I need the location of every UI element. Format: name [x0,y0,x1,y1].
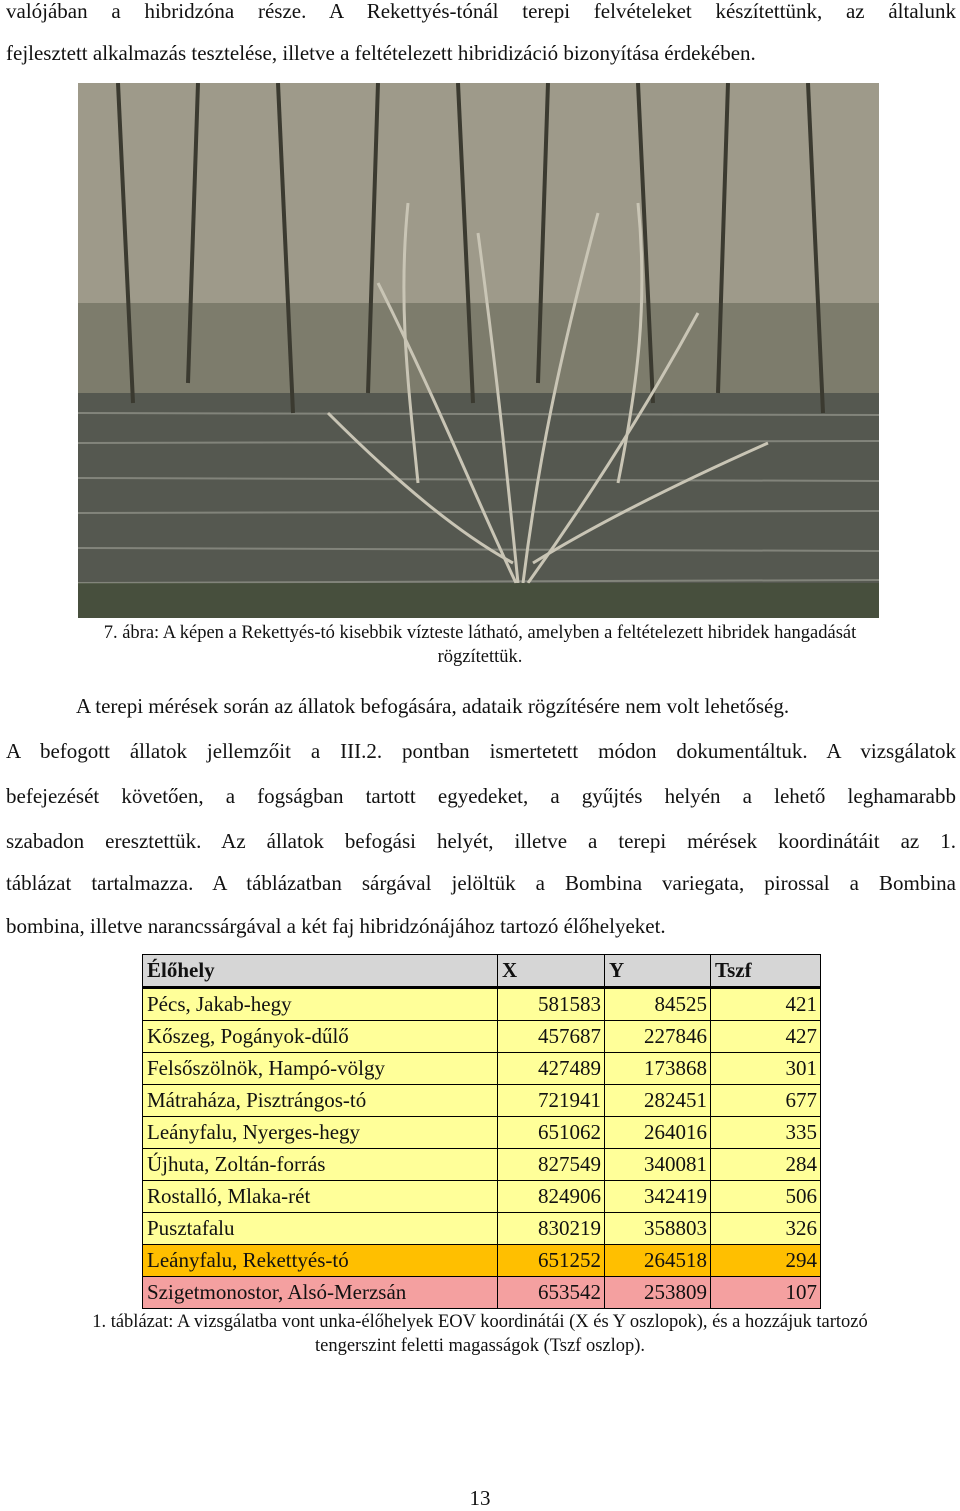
text-line: befejezését követően, a fogságban tartott egyedeket, a gyűjtés helyén a lehető leghamarabb [6,784,956,808]
pond-photo [78,83,879,618]
cell-x: 721941 [498,1085,605,1117]
cell-y: 264518 [605,1245,711,1277]
cell-x: 651062 [498,1117,605,1149]
cell-y: 358803 [605,1213,711,1245]
figure-caption-line: rögzítettük. [437,647,523,667]
column-header-habitat: Élőhely [143,955,498,988]
cell-site: Újhuta, Zoltán-forrás [143,1149,498,1181]
cell-x: 651252 [498,1245,605,1277]
cell-y: 264016 [605,1117,711,1149]
cell-y: 173868 [605,1053,711,1085]
table-header-row [143,955,821,988]
cell-y: 253809 [605,1277,711,1309]
cell-tszf: 301 [711,1053,821,1085]
cell-site: Pécs, Jakab-hegy [143,988,498,1021]
cell-tszf: 677 [711,1085,821,1117]
cell-tszf: 294 [711,1245,821,1277]
cell-site: Leányfalu, Rekettyés-tó [143,1245,498,1277]
cell-tszf: 284 [711,1149,821,1181]
text-line: szabadon eresztettük. Az állatok befogási helyét, illetve a terepi mérések koordinátáit az 1. [6,829,956,853]
cell-site: Kőszeg, Pogányok-dűlő [143,1021,498,1053]
table-row [143,1053,821,1085]
text-line: bombina, illetve narancssárgával a két faj hibridzónájához tartozó élőhelyeket. [6,914,666,938]
cell-tszf: 506 [711,1181,821,1213]
cell-x: 457687 [498,1021,605,1053]
text-line: valójában a hibridzóna része. A Rekettyés-tónál terepi felvételeket készítettünk, az általunk [6,0,956,23]
text-line: táblázat tartalmazza. A táblázatban sárgával jelöltük a Bombina variegata, pirossal a Bombina [6,871,956,895]
table-caption-line: 1. táblázat: A vizsgálatba vont unka-élőhelyek EOV koordinátái (X és Y oszlopok), és a hozzájuk tartozó [92,1312,868,1332]
cell-y: 227846 [605,1021,711,1053]
cell-site: Mátraháza, Pisztrángos-tó [143,1085,498,1117]
cell-x: 824906 [498,1181,605,1213]
cell-x: 427489 [498,1053,605,1085]
habitat-table [142,954,821,1309]
cell-site: Pusztafalu [143,1213,498,1245]
cell-tszf: 421 [711,988,821,1021]
cell-x: 653542 [498,1277,605,1309]
table-row [143,1277,821,1309]
table-row [143,1149,821,1181]
table-row [143,1245,821,1277]
cell-y: 342419 [605,1181,711,1213]
table-row [143,1213,821,1245]
column-header-y: Y [605,955,711,988]
text-line: A befogott állatok jellemzőit a III.2. pontban ismertetett módon dokumentáltuk. A vizsgálatok [6,739,956,763]
cell-x: 830219 [498,1213,605,1245]
table-row [143,1021,821,1053]
column-header-x: X [498,955,605,988]
figure-caption-line: 7. ábra: A képen a Rekettyés-tó kisebbik vízteste látható, amelyben a feltételezett hibridek hangadását [103,623,857,643]
page-number: 13 [469,1486,491,1510]
cell-tszf: 335 [711,1117,821,1149]
cell-y: 340081 [605,1149,711,1181]
text-line: A terepi mérések során az állatok befogására, adataik rögzítésére nem volt lehetőség. [76,694,790,718]
cell-y: 84525 [605,988,711,1021]
cell-site: Leányfalu, Nyerges-hegy [143,1117,498,1149]
cell-tszf: 107 [711,1277,821,1309]
table-body [143,988,821,1309]
column-header-tszf: Tszf [711,955,821,988]
table-row [143,1117,821,1149]
table-row [143,1181,821,1213]
text-line: fejlesztett alkalmazás tesztelése, illetve a feltételezett hibridizáció bizonyítása érdekében. [6,41,756,65]
table-row [143,988,821,1021]
cell-tszf: 427 [711,1021,821,1053]
cell-x: 827549 [498,1149,605,1181]
table-caption-line: tengerszint feletti magasságok (Tszf oszlop). [314,1336,646,1356]
table-row [143,1085,821,1117]
cell-x: 581583 [498,988,605,1021]
cell-site: Szigetmonostor, Alsó-Merzsán [143,1277,498,1309]
cell-tszf: 326 [711,1213,821,1245]
cell-y: 282451 [605,1085,711,1117]
cell-site: Rostalló, Mlaka-rét [143,1181,498,1213]
cell-site: Felsőszölnök, Hampó-völgy [143,1053,498,1085]
